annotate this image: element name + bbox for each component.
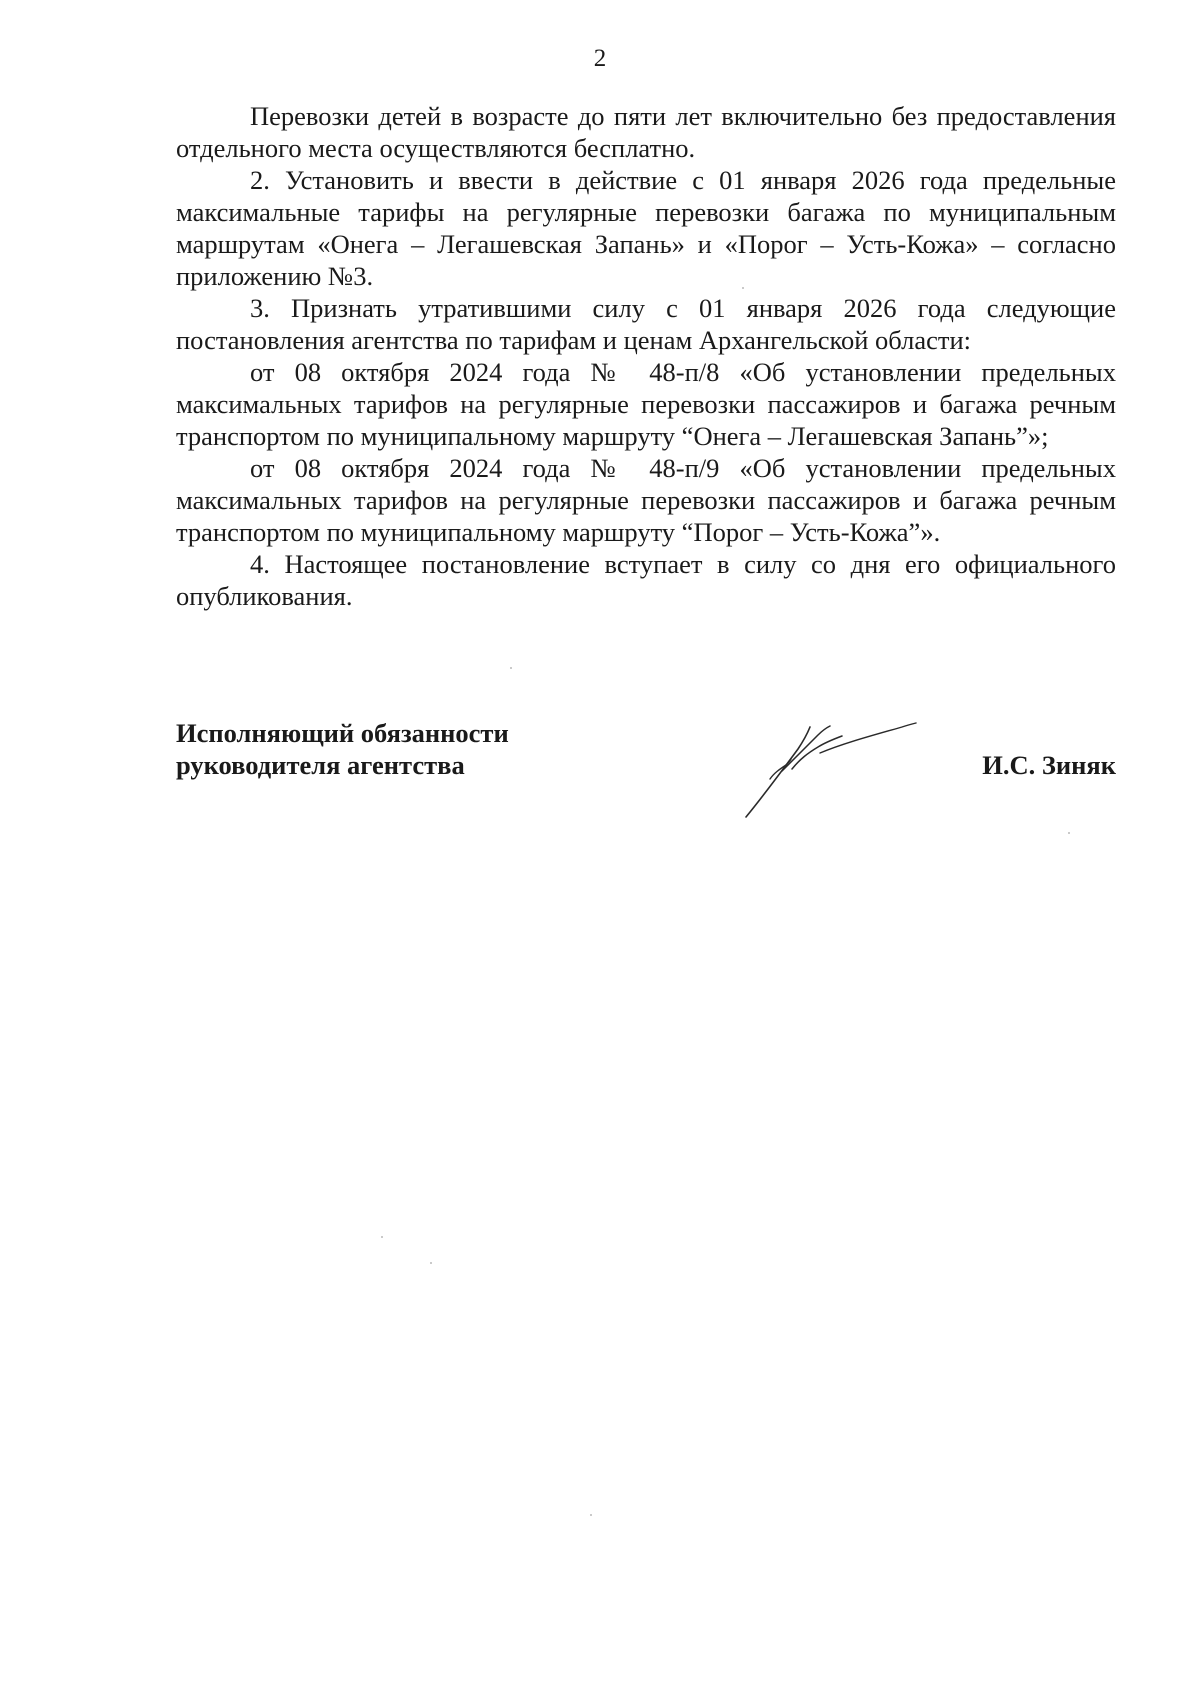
signer-title-line-2: руководителя агентства <box>176 750 465 780</box>
paragraph-item-2-baggage-tariffs: 2. Установить и ввести в действие с 01 января 2026 года предельные максимальные тарифы на регулярные перевозки багажа по муниципальным маршрутам «Онега – Легашевская Запань» и «Порог – Усть-Кожа» – согласно приложению №3. <box>176 165 1116 291</box>
scan-artifact <box>590 1514 592 1516</box>
signature-block <box>176 717 1116 837</box>
scan-artifact <box>510 667 512 669</box>
signer-name: И.С. Зиняк <box>982 750 1116 780</box>
handwritten-signature <box>734 713 924 823</box>
scan-artifact <box>1068 832 1070 834</box>
signer-title-line-1: Исполняющий обязанности <box>176 718 509 748</box>
scan-artifact <box>381 1236 383 1238</box>
paragraph-repealed-resolution-48-p-8: от 08 октября 2024 года № 48-п/8 «Об установлении предельных максимальных тарифов на регулярные перевозки пассажиров и багажа речным транспортом по муниципальному маршруту “Онега – Легашевская Запань”»; <box>176 357 1116 451</box>
scan-artifact <box>430 1262 432 1264</box>
page-number: 2 <box>593 45 607 72</box>
signer-title <box>176 717 509 781</box>
scan-artifact <box>742 287 744 289</box>
paragraph-repealed-resolution-48-p-9: от 08 октября 2024 года № 48-п/9 «Об установлении предельных максимальных тарифов на регулярные перевозки пассажиров и багажа речным транспортом по муниципальному маршруту “Порог – Усть-Кожа”». <box>176 453 1116 547</box>
paragraph-item-4-entry-into-force: 4. Настоящее постановление вступает в силу со дня его официального опубликования. <box>176 549 1116 611</box>
paragraph-children-free-transport: Перевозки детей в возрасте до пяти лет включительно без предоставления отдельного места осуществляются бесплатно. <box>176 101 1116 163</box>
paragraph-item-3-repealed-resolutions: 3. Признать утратившими силу с 01 января 2026 года следующие постановления агентства по тарифам и ценам Архангельской области: <box>176 293 1116 355</box>
document-body <box>176 100 1116 612</box>
